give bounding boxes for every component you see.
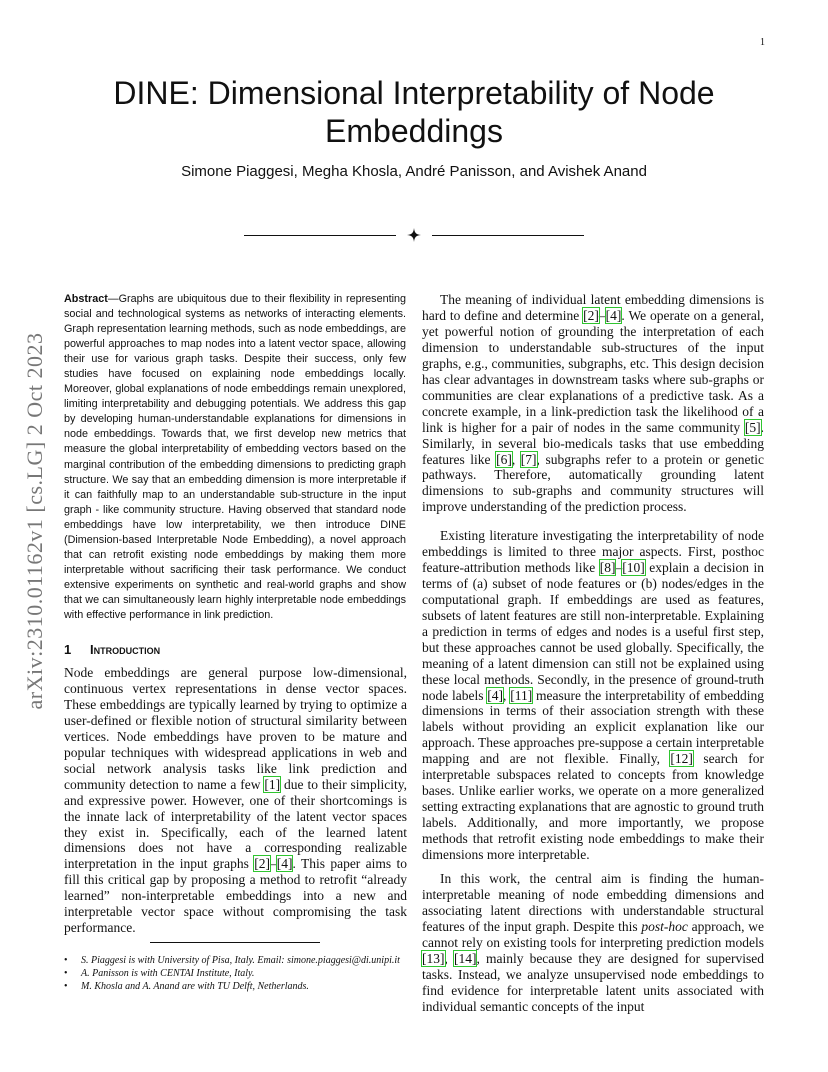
- text-run: The meaning of individual latent embedding dimensions is hard to define and determine: [422, 292, 764, 323]
- footnote-text: A. Panisson is with CENTAI Institute, Italy.: [81, 968, 255, 979]
- citation-link[interactable]: [4]: [605, 307, 622, 323]
- paper-title: DINE: Dimensional Interpretability of Node Embeddings: [113, 75, 715, 149]
- citation-link[interactable]: [7]: [520, 451, 537, 467]
- footnote-text: M. Khosla and A. Anand are with TU Delft, Netherlands.: [81, 981, 309, 992]
- page-number: 1: [760, 37, 765, 48]
- author-list: Simone Piaggesi, Megha Khosla, André Panisson, and Avishek Anand: [181, 163, 647, 180]
- text-run: ,: [503, 687, 511, 703]
- text-run: explain a decision in terms of (a) subset of node features or (b) nodes/edges in the computational graph. If embeddings are used as features, subsets of latent features are still non-interpretable. Explaining a prediction in terms of edges and nodes is a useful first step, but these approaches cannot be used globally. Specifically, the meaning of a latent dimension can still not be explained using these local methods. Secondly, in the presence of ground-truth node labels: [422, 559, 764, 703]
- section-number: 1: [64, 642, 72, 657]
- bullet-icon: •: [64, 955, 68, 966]
- abstract-text: —Graphs are ubiquitous due to their flexibility in representing social and technological systems as networks of interacting elements. Graph representation learning methods, such as node embeddings, are powerful approaches to map nodes into a latent vector space, allowing their use for various graph tasks. Despite their success, only few studies have focused on explaining node embeddings locally. Moreover, global explanations of node embeddings remain unexplored, limiting interpretability and debugging potentials. We address this gap by developing human-understandable explanations for dimensions in node embeddings. Towards that, we first develop new metrics that measure the global interpretability of embedding vectors based on the marginal contribution of the embedding dimensions to predicting graph structure. We say that an embedding dimension is more interpretable if it can faithfully map to an understandable sub-structure in the input graph - like community structure. Having observed that standard node embeddings have low interpretability, we then introduce DINE (Dimension-based Interpretable Node Embedding), a novel approach that can retrofit existing node embeddings by making them more interpretable without sacrificing their task performance. We conduct extensive experiments on synthetic and real-world graphs and show that we can simultaneously learn highly interpretable node embeddings with effective performance in link prediction.: [64, 293, 406, 621]
- citation-link[interactable]: [1]: [264, 776, 281, 792]
- text-run: due to their simplicity, and expressive power. However, one of their shortcomings is the innate lack of interpretability of the latent vector spaces they exist in. Specifically, each of the learned latent dimensions does not have a corresponding realizable interpretation in the input graphs: [64, 776, 408, 872]
- text-run: Existing literature investigating the interpretability of node embeddings is limited to three major aspects. First, posthoc feature-attribution methods like: [422, 528, 764, 575]
- text-run: –: [615, 559, 623, 575]
- body-paragraph: [422, 292, 764, 515]
- text-run: . This paper aims to fill this critical gap by proposing a method to retrofit “already learned” non-interpretable embeddings into a new and interpretable vector space without compromising the task performance.: [64, 856, 408, 936]
- footnote-item: [64, 980, 407, 993]
- arxiv-identifier: arXiv:2310.01162v1 [cs.LG] 2 Oct 2023: [22, 332, 47, 710]
- text-run: ,: [511, 451, 521, 467]
- intro-paragraph: [64, 665, 407, 936]
- citation-link[interactable]: [12]: [670, 751, 693, 767]
- divider-line-right: [432, 235, 584, 236]
- citation-link[interactable]: [6]: [496, 451, 512, 467]
- text-run: –: [598, 307, 606, 323]
- footnote-item: [64, 967, 407, 980]
- text-run: , subgraphs refer to a protein or genetic pathways. Therefore, automatically grounding latent dimensions to sub-graphs and community structures will improve understanding of the prediction process.: [422, 451, 765, 515]
- bullet-icon: •: [64, 981, 68, 992]
- text-run: –: [269, 856, 277, 872]
- text-run: Node embeddings are general purpose low-dimensional, continuous vertex representations in dense vector spaces. These embeddings are typically learned by trying to optimize a user-defined or flexible notion of structural similarity between vertices. Node embeddings have proven to be mature and popular techniques with widespread applications in web and social network analysis tasks like link prediction and community detection to name a few: [64, 665, 407, 792]
- footnote-item: [64, 954, 407, 967]
- abstract: [64, 292, 406, 623]
- section-title: Introduction: [90, 642, 161, 657]
- footnotes: [64, 954, 407, 993]
- citation-link[interactable]: [10]: [622, 559, 645, 575]
- diamond-star-icon: [406, 227, 422, 243]
- emphasis-text: post-hoc: [641, 918, 688, 934]
- citation-link[interactable]: [4]: [487, 687, 504, 703]
- text-run: . Similarly, in several bio-medicals tasks that use embedding features like: [422, 419, 764, 467]
- text-run: . We operate on a general, yet powerful notion of grounding the interpretation of each dimension to understandable sub-structures of the input graphs, e.g., communities, subgraphs, etc. This design decision has clear advantages in downstream tasks where sub-graphs or communities are clear explanations of a predictive task. As a concrete example, in a link-prediction task the likelihood of a link is higher for a pair of nodes in the same community: [422, 307, 764, 435]
- text-run: ,: [444, 950, 454, 966]
- text-run: approach, we cannot rely on existing tools for interpreting prediction models: [422, 918, 764, 950]
- body-paragraph: [422, 528, 764, 863]
- citation-link[interactable]: [2]: [583, 307, 599, 323]
- footnote-rule: [150, 942, 320, 943]
- citation-link[interactable]: [8]: [599, 559, 616, 575]
- footnote-text: S. Piaggesi is with University of Pisa, Italy. Email: simone.piaggesi@di.unipi.it: [81, 955, 400, 966]
- citation-link[interactable]: [11]: [510, 687, 533, 703]
- text-run: In this work, the central aim is finding the human-interpretable meaning of node embedding dimensions and associating latent directions with understandable structural features of the input graph. Despite this: [422, 871, 764, 934]
- citation-link[interactable]: [5]: [744, 419, 761, 435]
- citation-link[interactable]: [2]: [254, 856, 270, 872]
- title-divider: [244, 226, 584, 246]
- section-heading: [64, 642, 160, 657]
- divider-line-left: [244, 235, 396, 236]
- abstract-label: Abstract: [64, 293, 108, 305]
- text-run: , mainly because they are designed for supervised tasks. Instead, we analyze unsupervised node embeddings to find evidence for interpretable latent units associated with individual semantic concepts of the input: [422, 950, 765, 1014]
- body-paragraph: [422, 871, 764, 1015]
- citation-link[interactable]: [4]: [276, 856, 293, 872]
- text-run: search for interpretable subspaces related to concepts from knowledge bases. Unlike earlier works, we operate on a more generalized setting extracting explanations that are agnostic to ground truth labels. Additionally, and more importantly, we propose methods that retrofit existing node embeddings to make their dimensions more interpretable.: [422, 751, 765, 863]
- citation-link[interactable]: [14]: [453, 950, 477, 966]
- text-run: measure the interpretability of embedding dimensions in terms of their association strength with these labels without providing an explicit explanation like our approach. These approaches pre-suppose a certain interpretable mapping and are not flexible. Finally,: [422, 687, 765, 767]
- citation-link[interactable]: [13]: [422, 950, 445, 966]
- bullet-icon: •: [64, 968, 68, 979]
